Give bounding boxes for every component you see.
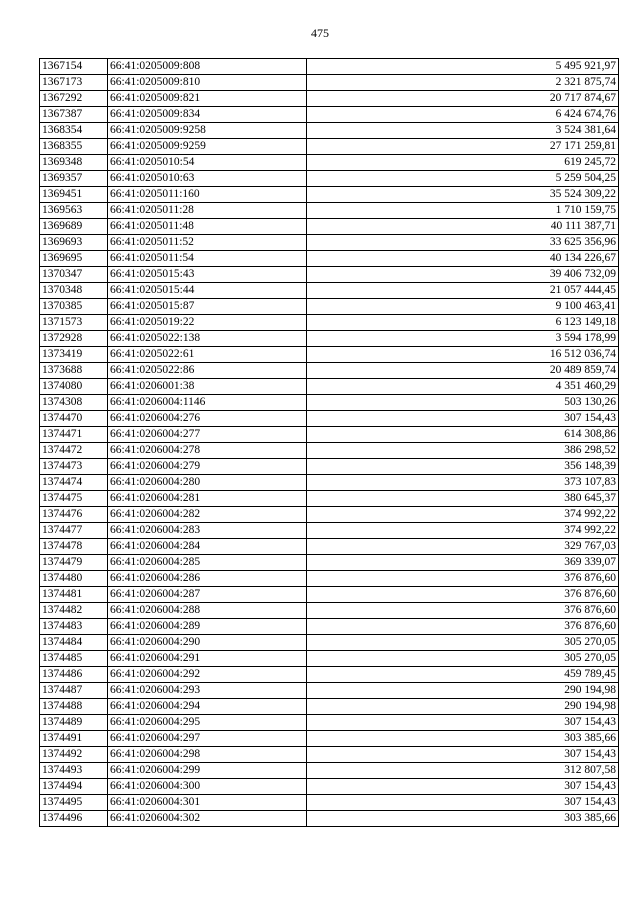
table-row <box>40 779 619 795</box>
table-row <box>40 75 619 91</box>
cadastral-value-cell: 374 992,22 <box>307 523 619 539</box>
record-id-cell: 1374492 <box>40 747 108 763</box>
record-id-cell: 1370385 <box>40 299 108 315</box>
record-id-cell: 1374491 <box>40 731 108 747</box>
cadastral-number-cell: 66:41:0206004:298 <box>108 747 307 763</box>
table-row <box>40 219 619 235</box>
table-row <box>40 267 619 283</box>
cadastral-value-cell: 303 385,66 <box>307 811 619 827</box>
table-row <box>40 363 619 379</box>
cadastral-number-cell: 66:41:0206004:294 <box>108 699 307 715</box>
cadastral-number-cell: 66:41:0206004:288 <box>108 603 307 619</box>
record-id-cell: 1367154 <box>40 59 108 75</box>
cadastral-number-cell: 66:41:0206001:38 <box>108 379 307 395</box>
record-id-cell: 1371573 <box>40 315 108 331</box>
cadastral-number-cell: 66:41:0206004:293 <box>108 683 307 699</box>
cadastral-value-cell: 20 717 874,67 <box>307 91 619 107</box>
cadastral-value-cell: 305 270,05 <box>307 635 619 651</box>
table-row <box>40 507 619 523</box>
cadastral-value-cell: 6 123 149,18 <box>307 315 619 331</box>
cadastral-value-cell: 386 298,52 <box>307 443 619 459</box>
cadastral-number-cell: 66:41:0206004:290 <box>108 635 307 651</box>
cadastral-value-cell: 39 406 732,09 <box>307 267 619 283</box>
cadastral-value-cell: 2 321 875,74 <box>307 75 619 91</box>
cadastral-number-cell: 66:41:0205010:63 <box>108 171 307 187</box>
record-id-cell: 1374485 <box>40 651 108 667</box>
table-row <box>40 203 619 219</box>
record-id-cell: 1374477 <box>40 523 108 539</box>
cadastral-number-cell: 66:41:0205019:22 <box>108 315 307 331</box>
cadastral-value-cell: 290 194,98 <box>307 683 619 699</box>
cadastral-number-cell: 66:41:0206004:285 <box>108 555 307 571</box>
cadastral-number-cell: 66:41:0206004:284 <box>108 539 307 555</box>
table-row <box>40 619 619 635</box>
cadastral-number-cell: 66:41:0205015:44 <box>108 283 307 299</box>
table-body <box>40 59 619 827</box>
cadastral-number-cell: 66:41:0205011:52 <box>108 235 307 251</box>
cadastral-number-cell: 66:41:0206004:283 <box>108 523 307 539</box>
table-row <box>40 155 619 171</box>
table-row <box>40 459 619 475</box>
cadastral-number-cell: 66:41:0205009:834 <box>108 107 307 123</box>
table-row <box>40 523 619 539</box>
cadastral-value-cell: 307 154,43 <box>307 411 619 427</box>
record-id-cell: 1369563 <box>40 203 108 219</box>
cadastral-number-cell: 66:41:0206004:279 <box>108 459 307 475</box>
table-row <box>40 635 619 651</box>
record-id-cell: 1374495 <box>40 795 108 811</box>
table-row <box>40 187 619 203</box>
table-row <box>40 491 619 507</box>
cadastral-value-cell: 373 107,83 <box>307 475 619 491</box>
cadastral-value-cell: 3 594 178,99 <box>307 331 619 347</box>
table-row <box>40 795 619 811</box>
cadastral-number-cell: 66:41:0205015:43 <box>108 267 307 283</box>
table-row <box>40 651 619 667</box>
cadastral-value-cell: 307 154,43 <box>307 747 619 763</box>
record-id-cell: 1368354 <box>40 123 108 139</box>
cadastral-number-cell: 66:41:0206004:280 <box>108 475 307 491</box>
record-id-cell: 1374488 <box>40 699 108 715</box>
record-id-cell: 1374493 <box>40 763 108 779</box>
cadastral-number-cell: 66:41:0205022:86 <box>108 363 307 379</box>
table-row <box>40 283 619 299</box>
cadastral-number-cell: 66:41:0205009:810 <box>108 75 307 91</box>
cadastral-number-cell: 66:41:0205022:61 <box>108 347 307 363</box>
cadastral-value-table <box>39 58 619 827</box>
cadastral-value-cell: 380 645,37 <box>307 491 619 507</box>
record-id-cell: 1374475 <box>40 491 108 507</box>
record-id-cell: 1373419 <box>40 347 108 363</box>
cadastral-value-cell: 614 308,86 <box>307 427 619 443</box>
cadastral-value-cell: 329 767,03 <box>307 539 619 555</box>
record-id-cell: 1370347 <box>40 267 108 283</box>
cadastral-value-cell: 5 259 504,25 <box>307 171 619 187</box>
table-row <box>40 763 619 779</box>
table-row <box>40 715 619 731</box>
cadastral-number-cell: 66:41:0206004:291 <box>108 651 307 667</box>
cadastral-value-cell: 40 111 387,71 <box>307 219 619 235</box>
cadastral-value-cell: 40 134 226,67 <box>307 251 619 267</box>
cadastral-value-cell: 312 807,58 <box>307 763 619 779</box>
cadastral-value-cell: 376 876,60 <box>307 587 619 603</box>
cadastral-value-cell: 307 154,43 <box>307 715 619 731</box>
cadastral-value-cell: 6 424 674,76 <box>307 107 619 123</box>
cadastral-value-cell: 1 710 159,75 <box>307 203 619 219</box>
table-row <box>40 347 619 363</box>
cadastral-number-cell: 66:41:0205011:54 <box>108 251 307 267</box>
record-id-cell: 1374474 <box>40 475 108 491</box>
cadastral-value-cell: 27 171 259,81 <box>307 139 619 155</box>
cadastral-value-cell: 9 100 463,41 <box>307 299 619 315</box>
table-row <box>40 171 619 187</box>
record-id-cell: 1374478 <box>40 539 108 555</box>
record-id-cell: 1374487 <box>40 683 108 699</box>
cadastral-number-cell: 66:41:0206004:278 <box>108 443 307 459</box>
cadastral-value-cell: 16 512 036,74 <box>307 347 619 363</box>
cadastral-number-cell: 66:41:0206004:302 <box>108 811 307 827</box>
cadastral-value-cell: 21 057 444,45 <box>307 283 619 299</box>
record-id-cell: 1367387 <box>40 107 108 123</box>
record-id-cell: 1369451 <box>40 187 108 203</box>
cadastral-number-cell: 66:41:0206004:297 <box>108 731 307 747</box>
record-id-cell: 1374471 <box>40 427 108 443</box>
cadastral-value-cell: 307 154,43 <box>307 795 619 811</box>
cadastral-number-cell: 66:41:0205011:48 <box>108 219 307 235</box>
table-row <box>40 603 619 619</box>
record-id-cell: 1374486 <box>40 667 108 683</box>
record-id-cell: 1369348 <box>40 155 108 171</box>
cadastral-number-cell: 66:41:0206004:300 <box>108 779 307 795</box>
cadastral-value-cell: 305 270,05 <box>307 651 619 667</box>
cadastral-value-cell: 376 876,60 <box>307 619 619 635</box>
cadastral-value-cell: 503 130,26 <box>307 395 619 411</box>
record-id-cell: 1367173 <box>40 75 108 91</box>
cadastral-number-cell: 66:41:0206004:282 <box>108 507 307 523</box>
cadastral-value-cell: 5 495 921,97 <box>307 59 619 75</box>
record-id-cell: 1374481 <box>40 587 108 603</box>
table-row <box>40 59 619 75</box>
cadastral-value-cell: 3 524 381,64 <box>307 123 619 139</box>
record-id-cell: 1370348 <box>40 283 108 299</box>
record-id-cell: 1374494 <box>40 779 108 795</box>
record-id-cell: 1374483 <box>40 619 108 635</box>
table-row <box>40 667 619 683</box>
table-row <box>40 475 619 491</box>
cadastral-value-cell: 356 148,39 <box>307 459 619 475</box>
record-id-cell: 1374484 <box>40 635 108 651</box>
record-id-cell: 1369693 <box>40 235 108 251</box>
table-row <box>40 683 619 699</box>
cadastral-value-cell: 33 625 356,96 <box>307 235 619 251</box>
record-id-cell: 1369357 <box>40 171 108 187</box>
cadastral-number-cell: 66:41:0205022:138 <box>108 331 307 347</box>
table-row <box>40 539 619 555</box>
cadastral-number-cell: 66:41:0205009:9259 <box>108 139 307 155</box>
table-row <box>40 811 619 827</box>
cadastral-value-cell: 303 385,66 <box>307 731 619 747</box>
cadastral-number-cell: 66:41:0206004:277 <box>108 427 307 443</box>
record-id-cell: 1374476 <box>40 507 108 523</box>
cadastral-value-cell: 374 992,22 <box>307 507 619 523</box>
cadastral-number-cell: 66:41:0206004:281 <box>108 491 307 507</box>
table-row <box>40 251 619 267</box>
cadastral-number-cell: 66:41:0206004:287 <box>108 587 307 603</box>
page-number: 475 <box>311 26 329 40</box>
cadastral-number-cell: 66:41:0206004:276 <box>108 411 307 427</box>
table-row <box>40 123 619 139</box>
table-row <box>40 699 619 715</box>
record-id-cell: 1369695 <box>40 251 108 267</box>
table-row <box>40 555 619 571</box>
cadastral-value-cell: 290 194,98 <box>307 699 619 715</box>
cadastral-number-cell: 66:41:0206004:295 <box>108 715 307 731</box>
cadastral-value-cell: 376 876,60 <box>307 571 619 587</box>
record-id-cell: 1374482 <box>40 603 108 619</box>
cadastral-value-cell: 619 245,72 <box>307 155 619 171</box>
cadastral-number-cell: 66:41:0206004:1146 <box>108 395 307 411</box>
cadastral-number-cell: 66:41:0206004:286 <box>108 571 307 587</box>
cadastral-value-cell: 35 524 309,22 <box>307 187 619 203</box>
record-id-cell: 1369689 <box>40 219 108 235</box>
table-row <box>40 331 619 347</box>
cadastral-number-cell: 66:41:0206004:301 <box>108 795 307 811</box>
record-id-cell: 1374479 <box>40 555 108 571</box>
record-id-cell: 1368355 <box>40 139 108 155</box>
table-row <box>40 379 619 395</box>
cadastral-value-cell: 459 789,45 <box>307 667 619 683</box>
table-row <box>40 411 619 427</box>
cadastral-value-cell: 369 339,07 <box>307 555 619 571</box>
record-id-cell: 1374080 <box>40 379 108 395</box>
cadastral-number-cell: 66:41:0205009:9258 <box>108 123 307 139</box>
table-row <box>40 571 619 587</box>
cadastral-number-cell: 66:41:0205011:28 <box>108 203 307 219</box>
cadastral-number-cell: 66:41:0205011:160 <box>108 187 307 203</box>
cadastral-number-cell: 66:41:0205010:54 <box>108 155 307 171</box>
record-id-cell: 1372928 <box>40 331 108 347</box>
table-row <box>40 139 619 155</box>
record-id-cell: 1374308 <box>40 395 108 411</box>
record-id-cell: 1374472 <box>40 443 108 459</box>
table-row <box>40 235 619 251</box>
cadastral-number-cell: 66:41:0206004:299 <box>108 763 307 779</box>
table-row <box>40 747 619 763</box>
record-id-cell: 1374480 <box>40 571 108 587</box>
cadastral-value-cell: 4 351 460,29 <box>307 379 619 395</box>
cadastral-value-cell: 20 489 859,74 <box>307 363 619 379</box>
table-row <box>40 91 619 107</box>
record-id-cell: 1374470 <box>40 411 108 427</box>
table-row <box>40 107 619 123</box>
table-row <box>40 395 619 411</box>
table-row <box>40 299 619 315</box>
cadastral-number-cell: 66:41:0206004:289 <box>108 619 307 635</box>
record-id-cell: 1367292 <box>40 91 108 107</box>
cadastral-value-cell: 307 154,43 <box>307 779 619 795</box>
table-row <box>40 315 619 331</box>
cadastral-number-cell: 66:41:0205009:808 <box>108 59 307 75</box>
record-id-cell: 1374496 <box>40 811 108 827</box>
record-id-cell: 1374489 <box>40 715 108 731</box>
table-row <box>40 443 619 459</box>
cadastral-number-cell: 66:41:0205015:87 <box>108 299 307 315</box>
cadastral-value-cell: 376 876,60 <box>307 603 619 619</box>
record-id-cell: 1374473 <box>40 459 108 475</box>
table-row <box>40 731 619 747</box>
table-row <box>40 427 619 443</box>
cadastral-number-cell: 66:41:0206004:292 <box>108 667 307 683</box>
record-id-cell: 1373688 <box>40 363 108 379</box>
cadastral-number-cell: 66:41:0205009:821 <box>108 91 307 107</box>
table-row <box>40 587 619 603</box>
